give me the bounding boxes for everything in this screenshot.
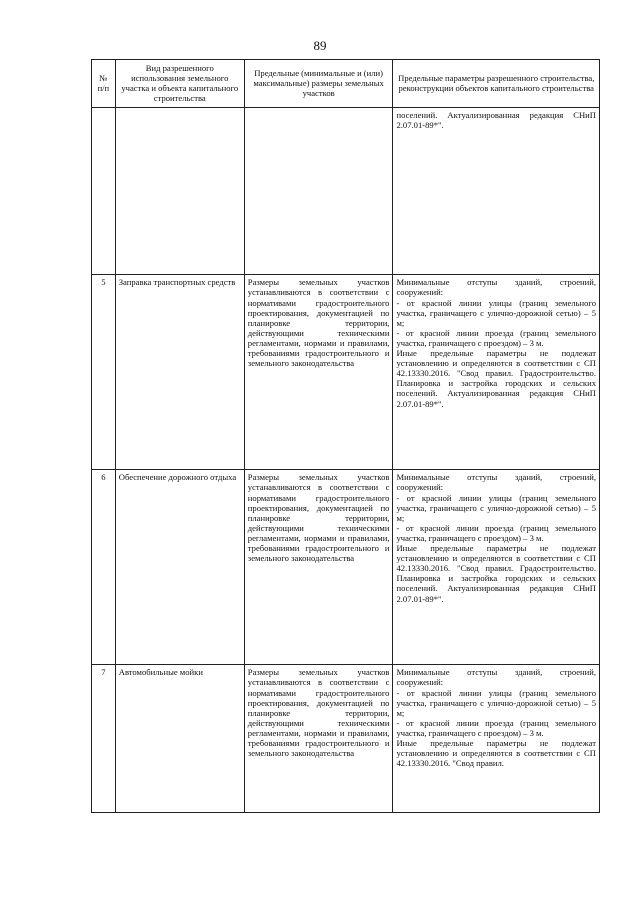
- header-build-params: Предельные параметры разрешенного строительства, реконструкции объектов капитального строительства: [393, 60, 600, 108]
- header-plot-size: Предельные (минимальные и (или) максимальные) размеры земельных участков: [244, 60, 393, 108]
- table-row: [92, 470, 600, 665]
- cell-build-params-text: Минимальные отступы зданий, строений, сооружений: - от красной линии улицы (границ земельного участка, граничащего с улично-дорожной сетью) – 5 м; - от красной линии проезда (границ земельного участка, граничащего с проездом) – 3 м. Иные предельные параметры не подлежат установлению и определяются в соответствии с СП 42.13330.2016. "Свод правил.: [396, 667, 596, 769]
- cell-build-params: Минимальные отступы зданий, строений, сооружений: - от красной линии улицы (границ земельного участка, граничащего с улично-дорожной сетью) – 5 м; - от красной линии проезда (границ земельного участка, граничащего с проездом) – 3 м. Иные предельные параметры не подлежат установлению и определяются в соответствии с СП 42.13330.2016. "Свод правил. Градостроительство. Планировка и застройка городских и сельских поселений. Актуализированная редакция СНиП 2.07.01-89*".: [393, 470, 600, 665]
- cell-build-params: Минимальные отступы зданий, строений, сооружений: - от красной линии улицы (границ земельного участка, граничащего с улично-дорожной сетью) – 5 м; - от красной линии проезда (границ земельного участка, граничащего с проездом) – 3 м. Иные предельные параметры не подлежат установлению и определяются в соответствии с СП 42.13330.2016. "Свод правил. Градостроительство. Планировка и застройка городских и сельских поселений. Актуализированная редакция СНиП 2.07.01-89*".: [393, 275, 600, 470]
- cell-plot-size: Размеры земельных участков устанавливаются в соответствии с нормативами градостроительного проектирования, документацией по планировке территории, действующими техническими регламентами, нормами и правилами, требованиями градостроительного и земельного законодательства: [244, 275, 393, 470]
- cell-plot-size: Размеры земельных участков устанавливаются в соответствии с нормативами градостроительного проектирования, документацией по планировке территории, действующими техническими регламентами, нормами и правилами, требованиями градостроительного и земельного законодательства: [244, 665, 393, 813]
- cell-plot-size: [244, 108, 393, 275]
- cell-use-type: Заправка транспортных средств: [115, 275, 244, 470]
- cell-use-type: Обеспечение дорожного отдыха: [115, 470, 244, 665]
- page-number: 89: [313, 38, 327, 53]
- cell-use-type: Автомобильные мойки: [115, 665, 244, 813]
- regulations-table: [91, 59, 600, 813]
- table-row: [92, 665, 600, 813]
- table-header-row: [92, 60, 600, 108]
- header-use-type: Вид разрешенного использования земельного участка и объекта капитального строительства: [115, 60, 244, 108]
- cell-build-params: [393, 665, 600, 813]
- cell-number: 7: [92, 665, 116, 813]
- cell-number: 6: [92, 470, 116, 665]
- header-number: № п/п: [92, 60, 116, 108]
- cell-number: [92, 108, 116, 275]
- table-row: [92, 275, 600, 470]
- cell-build-params: поселений. Актуализированная редакция СНиП 2.07.01-89*".: [393, 108, 600, 275]
- cell-use-type: [115, 108, 244, 275]
- table-row-continuation: [92, 108, 600, 275]
- cell-plot-size: Размеры земельных участков устанавливаются в соответствии с нормативами градостроительного проектирования, документацией по планировке территории, действующими техническими регламентами, нормами и правилами, требованиями градостроительного и земельного законодательства: [244, 470, 393, 665]
- cell-number: 5: [92, 275, 116, 470]
